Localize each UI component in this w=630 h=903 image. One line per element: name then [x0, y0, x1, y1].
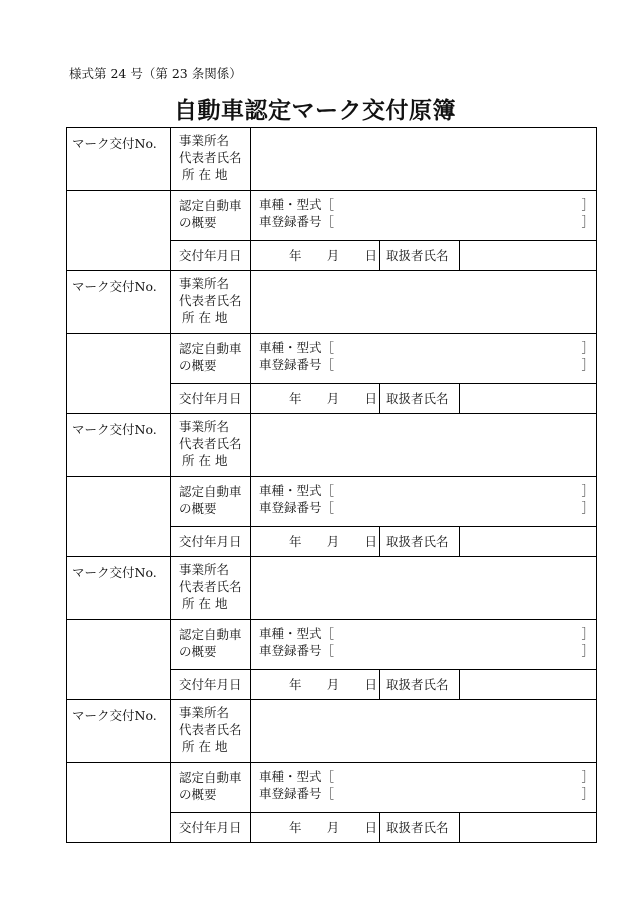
office-field[interactable] [251, 271, 597, 334]
office-label: 事業所名 代表者氏名 所 在 地 [171, 700, 251, 763]
issue-date-label: 交付年月日 [171, 384, 251, 414]
entry-row-office-3 [67, 414, 597, 477]
office-label: 事業所名 代表者氏名 所 在 地 [171, 557, 251, 620]
mark-no-label: マーク交付No. [67, 128, 171, 191]
year-label: 年 [289, 248, 302, 263]
year-label: 年 [289, 534, 302, 549]
vehicle-type-line[interactable]: 車種・型式［ ］ [259, 626, 595, 641]
ledger-table [66, 127, 597, 843]
entry-row-summary-2 [67, 334, 597, 384]
office-label: 事業所名 代表者氏名 所 在 地 [171, 128, 251, 191]
month-label: 月 [326, 820, 340, 835]
issue-date-label: 交付年月日 [171, 670, 251, 700]
office-label: 事業所名 代表者氏名 所 在 地 [171, 414, 251, 477]
entry-row-office-1 [67, 128, 597, 191]
issue-date-field[interactable] [251, 670, 380, 700]
day-label: 日 [364, 248, 377, 263]
vehicle-summary-field[interactable] [251, 620, 597, 670]
issue-date-field[interactable] [251, 813, 380, 843]
entry-row-summary-1 [67, 191, 597, 241]
issue-date-label: 交付年月日 [171, 241, 251, 271]
entry-row-summary-5 [67, 763, 597, 813]
issue-date-field[interactable] [251, 384, 380, 414]
handler-field[interactable] [460, 813, 597, 843]
office-field[interactable] [251, 414, 597, 477]
vehicle-summary-field[interactable] [251, 191, 597, 241]
form-number: 様式第 24 号（第 23 条関係） [69, 66, 242, 81]
handler-label: 取扱者氏名 [380, 241, 460, 271]
handler-field[interactable] [460, 670, 597, 700]
office-label: 事業所名 代表者氏名 所 在 地 [171, 271, 251, 334]
handler-label: 取扱者氏名 [380, 670, 460, 700]
vehicle-summary-field[interactable] [251, 477, 597, 527]
month-label: 月 [326, 248, 340, 263]
summary-label: 認定自動車 の概要 [171, 620, 251, 670]
handler-field[interactable] [460, 384, 597, 414]
office-field[interactable] [251, 700, 597, 763]
day-label: 日 [364, 534, 377, 549]
mark-no-label: マーク交付No. [67, 700, 171, 763]
month-label: 月 [326, 534, 340, 549]
vehicle-type-line[interactable]: 車種・型式［ ］ [259, 483, 595, 498]
handler-label: 取扱者氏名 [380, 527, 460, 557]
mark-no-label: マーク交付No. [67, 414, 171, 477]
handler-label: 取扱者氏名 [380, 813, 460, 843]
handler-label: 取扱者氏名 [380, 384, 460, 414]
mark-no-field[interactable] [67, 477, 171, 557]
entry-row-summary-3 [67, 477, 597, 527]
handler-field[interactable] [460, 527, 597, 557]
document-title: 自動車認定マーク交付原簿 [174, 97, 456, 124]
mark-no-field[interactable] [67, 191, 171, 271]
reg-number-line[interactable]: 車登録番号［ ］ [259, 786, 595, 801]
summary-label: 認定自動車 の概要 [171, 191, 251, 241]
mark-no-label: マーク交付No. [67, 271, 171, 334]
day-label: 日 [364, 820, 377, 835]
day-label: 日 [364, 391, 377, 406]
year-label: 年 [289, 391, 302, 406]
vehicle-type-line[interactable]: 車種・型式［ ］ [259, 340, 595, 355]
month-label: 月 [326, 677, 340, 692]
mark-no-field[interactable] [67, 620, 171, 700]
month-label: 月 [326, 391, 340, 406]
year-label: 年 [289, 820, 302, 835]
vehicle-type-line[interactable]: 車種・型式［ ］ [259, 769, 595, 784]
entry-row-office-2 [67, 271, 597, 334]
summary-label: 認定自動車 の概要 [171, 763, 251, 813]
vehicle-summary-field[interactable] [251, 763, 597, 813]
office-field[interactable] [251, 557, 597, 620]
summary-label: 認定自動車 の概要 [171, 334, 251, 384]
mark-no-field[interactable] [67, 763, 171, 843]
issue-date-field[interactable] [251, 241, 380, 271]
entry-row-office-5 [67, 700, 597, 763]
mark-no-label: マーク交付No. [67, 557, 171, 620]
reg-number-line[interactable]: 車登録番号［ ］ [259, 214, 595, 229]
office-field[interactable] [251, 128, 597, 191]
entry-row-summary-4 [67, 620, 597, 670]
issue-date-label: 交付年月日 [171, 527, 251, 557]
handler-field[interactable] [460, 241, 597, 271]
day-label: 日 [364, 677, 377, 692]
summary-label: 認定自動車 の概要 [171, 477, 251, 527]
vehicle-type-line[interactable]: 車種・型式［ ］ [259, 197, 595, 212]
reg-number-line[interactable]: 車登録番号［ ］ [259, 643, 595, 658]
year-label: 年 [289, 677, 302, 692]
vehicle-summary-field[interactable] [251, 334, 597, 384]
reg-number-line[interactable]: 車登録番号［ ］ [259, 500, 595, 515]
issue-date-field[interactable] [251, 527, 380, 557]
entry-row-office-4 [67, 557, 597, 620]
reg-number-line[interactable]: 車登録番号［ ］ [259, 357, 595, 372]
mark-no-field[interactable] [67, 334, 171, 414]
issue-date-label: 交付年月日 [171, 813, 251, 843]
